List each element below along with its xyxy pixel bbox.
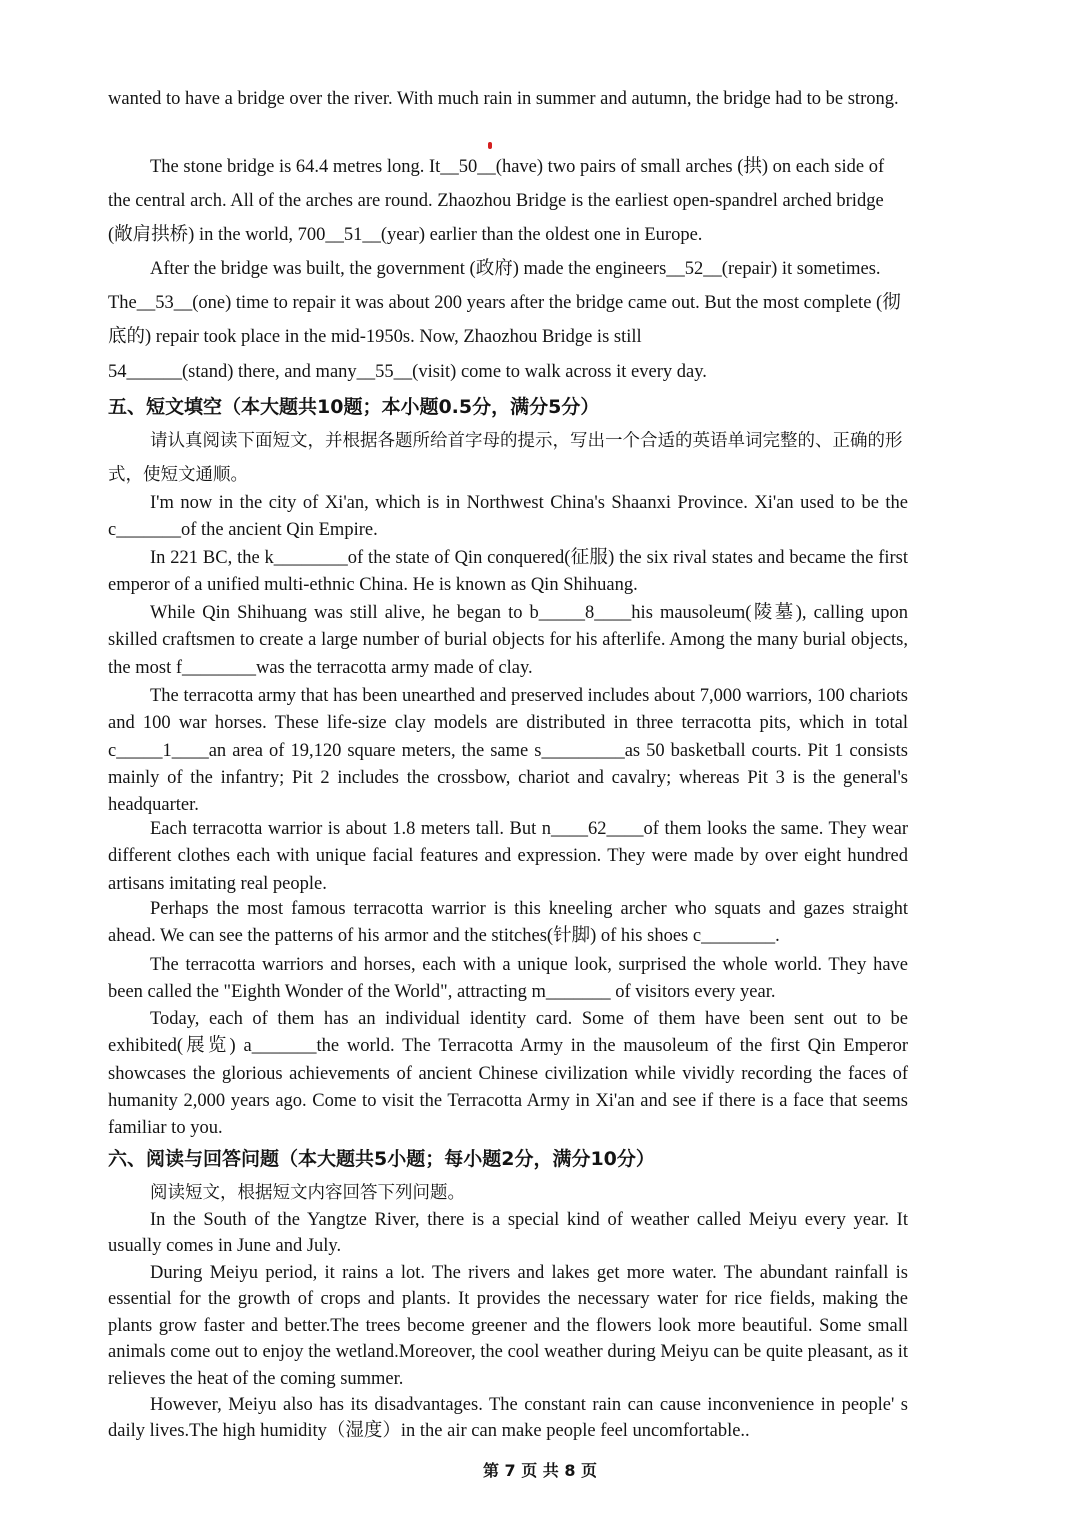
section-5-paragraph-2: In 221 BC, the k________of the state of Qin conquered(征服) the six rival states and became the first emperor of a unified multi-ethnic China. He is known as Qin Shihuang. <box>108 548 908 596</box>
section-5-paragraph-6: Perhaps the most famous terracotta warrior is this kneeling archer who squats and gazes straight ahead. We can see the patterns of his armor and the stitches(针脚) of his shoes c________. <box>108 899 908 947</box>
section-6-instruction: 阅读短文，根据短文内容回答下列问题。 <box>150 1183 465 1203</box>
section-6-paragraph-3: However, Meiyu also has its disadvantages. The constant rain can cause inconvenience in people' s daily lives.The high humidity（湿度）in the air can make people feel uncomfortable.. <box>108 1395 908 1442</box>
section-6-heading: 六、阅读与回答问题（本大题共5小题；每小题2分，满分10分） <box>108 1148 655 1170</box>
section-5-instruction: 请认真阅读下面短文，并根据各题所给首字母的提示，写出一个合适的英语单词完整的、正确的形式，使短文通顺。 <box>108 431 903 485</box>
bridge-paragraph-4: 54______(stand) there, and many__55__(visit) come to walk across it every day. <box>108 362 707 382</box>
section-6-paragraph-2: During Meiyu period, it rains a lot. The rivers and lakes get more water. The abundant rainfall is essential for the growth of crops and plants. It provides the necessary water for rice fields, making the plants grow faster and better.The trees become greener and the flowers look more beautiful. Some small animals come out to enjoy the wetland.Moreover, the cool weather during Meiyu can be quite pleasant, as it relieves the heat of the coming summer. <box>108 1263 908 1389</box>
page-number-footer: 第 7 页 共 8 页 <box>482 1461 598 1480</box>
bridge-paragraph-3: After the bridge was built, the government (政府) made the engineers__52__(repair) it sometimes. The__53__(one) time to repair it was about 200 years after the bridge came out. But the most complete (彻底的) repair took place in the mid-1950s. Now, Zhaozhou Bridge is still <box>108 259 901 347</box>
bridge-paragraph-1: wanted to have a bridge over the river. With much rain in summer and autumn, the bridge had to be strong. <box>108 89 899 109</box>
section-5-paragraph-7: The terracotta warriors and horses, each with a unique look, surprised the whole world. They have been called the "Eighth Wonder of the World", attracting m_______ of visitors every year. <box>108 955 908 1003</box>
red-pen-mark <box>488 142 492 149</box>
section-5-paragraph-3: While Qin Shihuang was still alive, he began to b_____8____his mausoleum(陵墓), calling upon skilled craftsmen to create a large number of burial objects for his afterlife. Among the many burial objects, the most f________was the terracotta army made of clay. <box>108 603 908 678</box>
section-5-paragraph-8: Today, each of them has an individual identity card. Some of them have been sent out to be exhibited(展览) a_______the world. The Terracotta Army in the mausoleum of the first Qin Emperor showcases the glorious achievements of ancient Chinese civilization while vividly recording the faces of humanity 2,000 years ago. Come to visit the Terracotta Army in Xi'an and see if there is a face that seems familiar to you. <box>108 1009 908 1139</box>
section-5-paragraph-5: Each terracotta warrior is about 1.8 meters tall. But n____62____of them looks the same. They wear different clothes each with unique facial features and expression. They were made by over eight hundred artisans imitating real people. <box>108 819 908 894</box>
section-5-paragraph-4: The terracotta army that has been unearthed and preserved includes about 7,000 warriors, 100 chariots and 100 war horses. These life-size clay models are distributed in three terracotta pits, which in total c_____1____an area of 19,120 square meters, the same s_________as 50 basketball courts. Pit 1 consists mainly of the infantry; Pit 2 includes the crossbow, chariot and cavalry; whereas Pit 3 is the general's headquarter. <box>108 686 908 816</box>
section-5-heading: 五、短文填空（本大题共10题；本小题0.5分，满分5分） <box>108 396 600 418</box>
bridge-paragraph-2: The stone bridge is 64.4 metres long. It__50__(have) two pairs of small arches (拱) on each side of the central arch. All of the arches are round. Zhaozhou Bridge is the earliest open-spandrel arched bridge (敞肩拱桥) in the world, 700__51__(year) earlier than the oldest one in Europe. <box>108 157 885 245</box>
section-6-paragraph-1: In the South of the Yangtze River, there is a special kind of weather called Meiyu every year. It usually comes in June and July. <box>108 1210 908 1257</box>
section-5-paragraph-1: I'm now in the city of Xi'an, which is in Northwest China's Shaanxi Province. Xi'an used to be the c_______of the ancient Qin Empire. <box>108 493 908 541</box>
